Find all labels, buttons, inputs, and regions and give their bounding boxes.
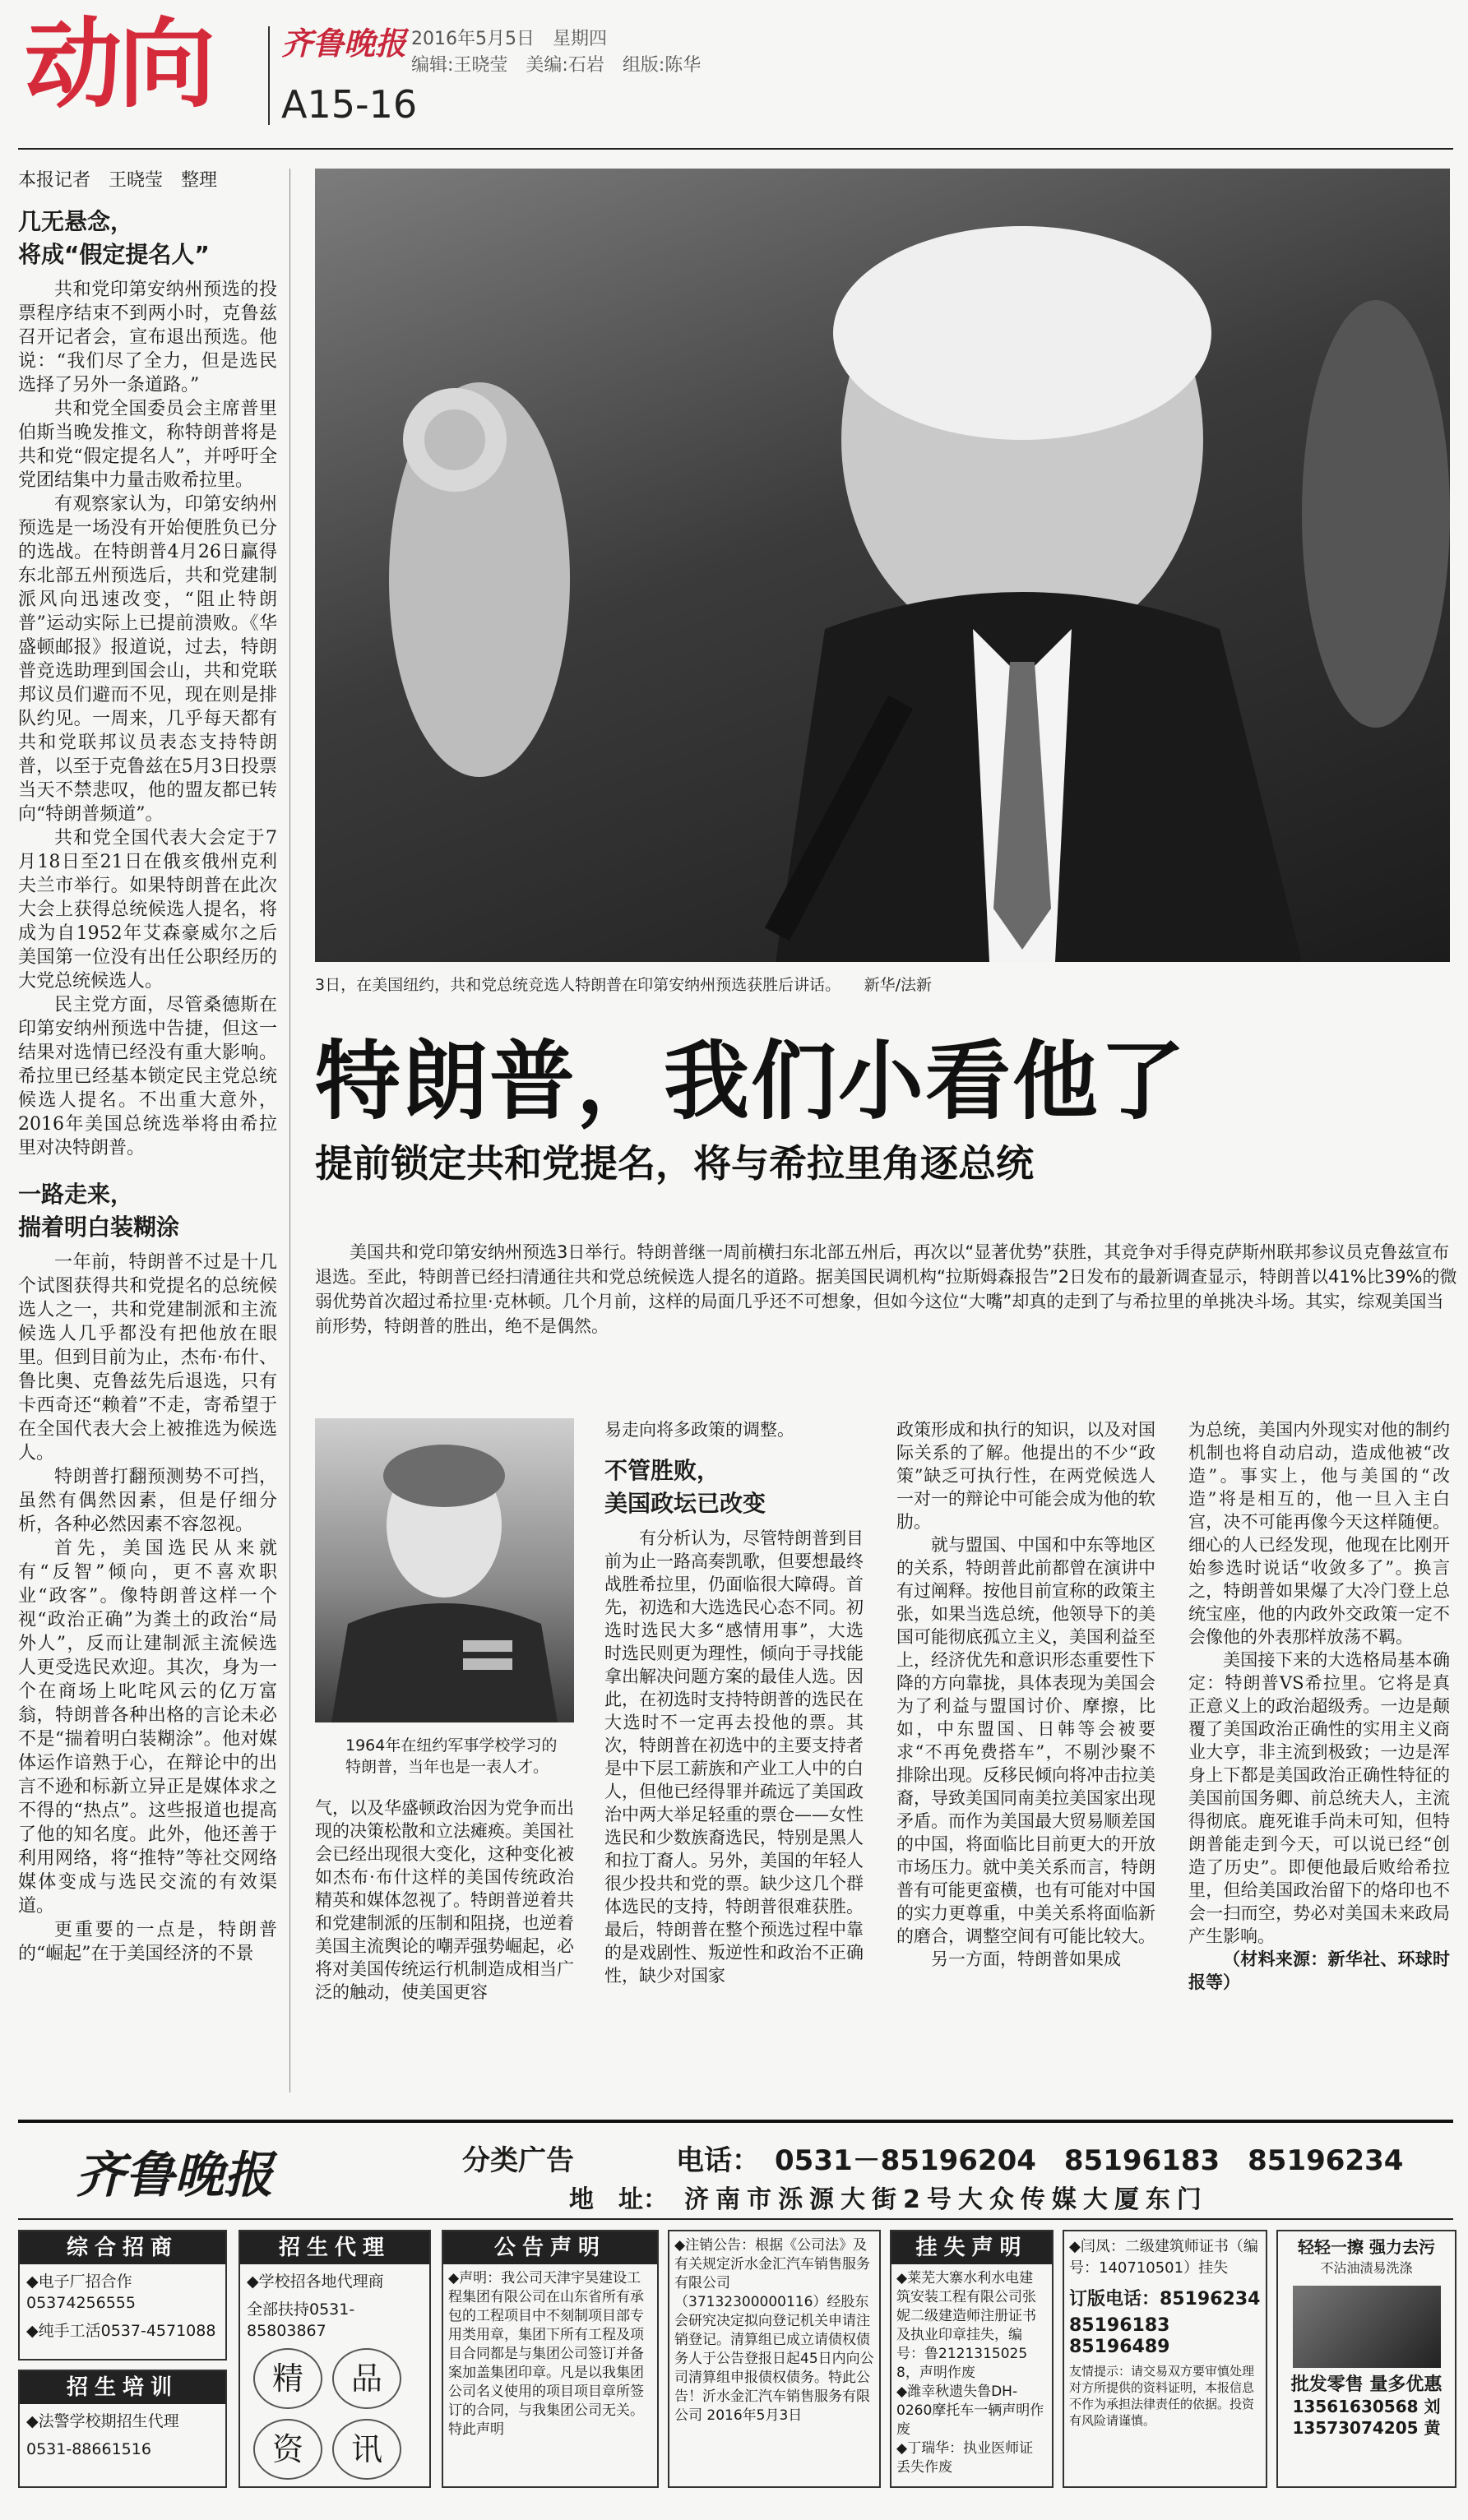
paragraph: 共和党全国委员会主席普里伯斯当晚发推文，称特朗普将是共和党“假定提名人”，并呼吁全党团结集中力量击败希拉里。 [18,399,277,491]
photo-caption: 3日，在美国纽约，共和党总统竞选人特朗普在印第安纳州预选获胜后讲话。 新华/法新 [315,976,932,994]
paragraph: 易走向将多政策的调整。 [604,1420,794,1440]
paragraph: 共和党全国代表大会定于7月18日至21日在俄亥俄州克利夫兰市举行。如果特朗普在此次大会上获得总统候选人提名，将成为自1952年艾森豪威尔之后美国第一位没有出任公职经历的大党总统候选人。 [18,828,277,992]
editors-credit: 编辑:王晓莹 美编:石岩 组版:陈华 [411,55,702,76]
notice-text: ◆注销公告：根据《公司法》及有关规定沂水金汇汽车销售服务有限公司（37132300000116）经股东会研究决定拟向登记机关申请注销登记。清算组已成立请债权债务人于公告登报日起45日内向公司清算组申报债权债务。特此公告！沂水金汇汽车销售服务有限公司 2016年5月3日 [674,2237,874,2424]
ad-box-agent [238,2230,431,2488]
issue-date: 2016年5月5日 星期四 [411,29,607,49]
stamp-char: 品 [332,2348,401,2409]
order-phones: 85196183 85196489 [1069,2315,1188,2357]
notice-text: ◆声明：我公司天津宇昊建设工程集团有限公司在山东省所有承包的工程项目中不刻制项目部专用类用章，集团下所有工程及项目合同都是与集团公司签订并备案加盖集团印章。凡是以我集团公司名义使用的项目项目章所签订的合同，与我集团公司无关。特此声明 [448,2270,644,2438]
paragraph: 另一方面，特朗普如果成 [931,1949,1121,1969]
ad-box-lost [890,2230,1054,2488]
stamp-char: 精 [253,2348,322,2409]
ad-box-notice [442,2230,659,2488]
header-divider [268,26,270,125]
ad-line: 全部扶持0531-85803867 [247,2300,355,2340]
body-column-4 [1188,1418,1450,1994]
disclaimer: 友情提示：请交易双方要审慎处理对方所提供的资料证明，本报信息不作为承担法律责任的依据。投资有风险请谨慎。 [1069,2364,1255,2428]
body-column-3 [896,1418,1155,1971]
sponsor-sale: 批发零售 量多优惠 [1290,2374,1443,2395]
main-photo [315,169,1450,962]
ad-box-sponsor [1276,2230,1456,2488]
stamp-char: 资 [253,2419,322,2480]
paragraph: 有分析认为，尽管特朗普到目前为止一路高奏凯歌，但要想最终战胜希拉里，仍面临很大障碍。首先，初选和大选选民心态不同。初选时选民大多“感情用事”，大选时选民则更为理性，倾向于寻找能拿出解决问题方案的最佳人选。因此，在初选时支持特朗普的选民在大选时不一定再去投他的票。其次，特朗普在初选中的主要支持者是中下层工薪族和产业工人中的白人，但他已经得罪并疏远了美国政治中两大举足轻重的票仓——女性选民和少数族裔选民，特别是黑人和拉丁裔人。另外，美国的年轻人很少投共和党的票。缺少这几个群体选民的支持，特朗普很难获胜。最后，特朗普在整个预选过程中靠的是戏剧性、叛逆性和政治不正确性，缺少对国家 [604,1528,864,1986]
ad-title: 综合招商 [20,2231,225,2264]
ad-title: 招生培训 [20,2371,225,2404]
cadet-portrait-illustration [315,1418,574,1722]
paragraph: 特朗普打翻预测势不可挡，虽然有偶然因素，但是仔细分析，各种必然因素不容忽视。 [18,1467,277,1535]
stamp-char: 讯 [332,2419,401,2480]
headline: 特朗普，我们小看他了 [315,1031,1188,1131]
body-column-2 [604,1418,864,1987]
section-title-2a: 一路走来， [18,1181,134,1208]
stamp-grid [240,2342,429,2486]
paragraph: 气，以及华盛顿政治因为党争而出现的决策松散和立法瘫痪。美国社会已经出现很大变化，这种变化被如杰布·布什这样的美国传统政治精英和媒体忽视了。特朗普逆着共和党建制派的压制和阻挠，也逆着美国主流舆论的嘲弄强势崛起，必将对美国传统运行机制造成相当广泛的触动，使美国更容 [315,1798,574,2002]
paragraph: 就与盟国、中国和中东等地区的关系，特朗普此前都曾在演讲中有过阐释。按他目前宣称的政策主张，如果当选总统，他领导下的美国可能彻底孤立主义，美国利益至上，经济优先和意识形态重要性下降的方向靠拢，具体表现为美国会为了利益与盟国讨价、摩擦，比如，中东盟国、日韩等会被要求“不再免费搭车”，不剔沙聚不排除出现。反移民倾向将冲击拉美裔，导致美国同南美拉美国家出现矛盾。而作为美国最大贸易顺差国的中国，将面临比目前更大的开放市场压力。就中美关系而言，特朗普有可能更蛮横，也有可能对中国的实力更尊重，中美关系将面临新的磨合，调整空间有可能比较大。 [896,1535,1155,1946]
source-credit: （材料来源：新华社、环球时报等） [1188,1949,1450,1992]
subheadline: 提前锁定共和党提名，将与希拉里角逐总统 [315,1141,1034,1186]
address-label: 地 址： [569,2185,668,2214]
ad-box-recruit [18,2230,227,2360]
paragraph: 一年前，特朗普不过是十几个试图获得共和党提名的总统候选人之一，共和党建制派和主流候选人几乎都没有把他放在眼里。但到目前为止，杰布·布什、鲁比奥、克鲁兹先后退选，只有卡西奇还“赖着”不走，寄希望于在全国代表大会上被推选为候选人。 [18,1252,277,1463]
address: 济南市泺源大街2号大众传媒大厦东门 [684,2185,1208,2214]
ad-line: ◆学校招各地代理商 [247,2273,384,2291]
classified-banner [18,2129,1453,2220]
banner-logo: 齐鲁晚报 [76,2147,273,2204]
ad-line: 0531-88661516 [26,2440,151,2458]
speaker-photo-illustration [315,169,1450,962]
newspaper-logo: 齐鲁晚报 [281,25,407,62]
ad-line: ◆纯手工活0537-4571088 [26,2322,216,2340]
banner-title: 分类广告 [462,2144,574,2177]
section-title-1a: 几无悬念， [18,208,134,235]
ad-title: 挂失声明 [891,2231,1052,2264]
ad-box-cancellation [668,2230,881,2488]
left-column [18,169,277,1966]
sponsor-sub: 不沾油渍易洗涤 [1320,2260,1413,2276]
paragraph: 更重要的一点是，特朗普的“崛起”在于美国经济的不景 [18,1920,277,1964]
ad-line: ◆电子厂招合作05374256555 [26,2273,136,2312]
phone-numbers: 0531－85196204 85196183 85196234 [775,2144,1404,2177]
section-title-2b: 揣着明白装糊涂 [18,1214,180,1241]
phone-label: 电话： [676,2144,760,2177]
ad-title: 招生代理 [240,2231,429,2264]
paragraph: 有观察家认为，印第安纳州预选是一场没有开始便胜负已分的选战。在特朗普4月26日赢得东北部五州预选后，共和党建制派风向迅速改变，“阻止特朗普”运动实际上已提前溃败。《华盛顿邮报》报道说，过去，特朗普竞选助理到国会山，共和党联邦议员们避而不见，现在则是排队约见。一周来，几乎每天都有共和党联邦议员表态支持特朗普，以至于克鲁兹在5月3日投票当天不禁悲叹，他的盟友都已转向“特朗普频道”。 [18,494,277,825]
body-column-1 [315,1796,574,2004]
paragraph: 共和党印第安纳州预选的投票程序结束不到两小时，克鲁兹召开记者会，宣布退出预选。他说：“我们尽了全力，但是选民选择了另外一条道路。” [18,280,277,395]
misc-text: ◆闫凤：二级建筑师证书（编号：140710501）挂失 [1069,2238,1258,2277]
inset-photo [315,1418,574,1722]
order-phone: 订版电话：85196234 [1069,2289,1261,2310]
section-title-3b: 美国政坛已改变 [604,1490,766,1517]
ad-line: ◆法警学校期招生代理 [26,2412,179,2430]
lost-text: ◆莱芜大寨水利水电建筑安装工程有限公司张妮二级建造师注册证书及执业印章挂失，编号：鲁2121315025 8，声明作废 ◆潍幸秋遗失鲁DH-0260摩托车一辆声明作废 ◆丁瑞华：执业医师证丢失作废 [896,2270,1044,2476]
page-header [25,7,1460,138]
section-title-1b: 将成“假定提名人” [18,241,210,268]
page-number: A15-16 [281,82,418,127]
sponsor-phone: 13561630568 刘 [1292,2397,1441,2416]
section-name: 动向 [25,7,213,121]
paragraph: 民主党方面，尽管桑德斯在印第安纳州预选中告捷，但这一结果对选情已经没有重大影响。希拉里已经基本锁定民主党总统候选人提名。不出重大意外，2016年美国总统选举将由希拉里对决特朗普。 [18,995,277,1158]
paragraph: 首先，美国选民从来就有“反智”倾向，更不喜欢职业“政客”。像特朗普这样一个视“政治正确”为粪土的政治“局外人”，反而让建制派主流候选人更受选民欢迎。其次，身为一个在商场上叱咤风云的亿万富翁，特朗普各种出格的言论未必不是“揣着明白装糊涂”。他对媒体运作谙熟于心，在辩论中的出言不逊和标新立异正是媒体求之不得的“热点”。这些报道也提高了他的知名度。此外，他还善于利用网络，将“推特”等社交网络媒体变成与选民交流的有效渠道。 [18,1538,277,1917]
paragraph: 美国接下来的大选格局基本确定：特朗普VS希拉里。它将是真正意义上的政治超级秀。一边是颠覆了美国政治正确性的实用主义商业大亨，非主流到极致；一边是浑身上下都是美国政治正确性特征的美国前国务卿、前总统夫人，主流得彻底。鹿死谁手尚未可知，但特朗普能走到今天，可以说已经“创造了历史”。即便他最后败给希拉里，但给美国政治留下的烙印也不会一扫而空，势必对美国未来政局产生影响。 [1188,1650,1450,1946]
paragraph: 为总统，美国内外现实对他的制约机制也将自动启动，造成他被“改造”。事实上，他与美国的“改造”将是相互的，他一旦入主白宫，决不可能再像今天这样随便。细心的人已经发现，他现在比刚开始参选时说话“收敛多了”。换言之，特朗普如果爆了大冷门登上总统宝座，他的内政外交政策一定不会像他的外表那样放荡不羁。 [1188,1420,1450,1647]
paragraph: 政策形成和执行的知识，以及对国际关系的了解。他提出的不少“政策”缺乏可执行性，在两党候选人一对一的辩论中可能会成为他的软肋。 [896,1420,1155,1532]
header-rule [18,148,1453,150]
sponsor-slogan: 轻轻一擦 强力去污 [1298,2237,1435,2257]
column-divider [289,169,290,2092]
classified-section [18,2120,1453,2509]
sponsor-phone: 13573074205 黄 [1292,2418,1441,2438]
inset-caption: 1964年在纽约军事学校学习的特朗普，当年也是一表人才。 [345,1736,558,1776]
lead-paragraph: 美国共和党印第安纳州预选3日举行。特朗普继一周前横扫东北部五州后，再次以“显著优势”获胜，其竞争对手得克萨斯州联邦参议员克鲁兹宣布退选。至此，特朗普已经扫清通往共和党总统候选人提名的道路。据美国民调机构“拉斯姆森报告”2日发布的最新调查显示，特朗普以41%比39%的微弱优势首次超过希拉里·克林顿。几个月前，这样的局面几乎还不可想象，但如今这位“大嘴”却真的走到了与希拉里的单挑决斗场。其实，综观美国当前形势，特朗普的胜出，绝不是偶然。 [315,1242,1457,1336]
byline: 本报记者 王晓莹 整理 [18,170,218,191]
section-title-3a: 不管胜败， [604,1457,720,1484]
ad-box-misc [1063,2230,1267,2488]
ad-box-training [18,2370,227,2488]
ad-title: 公告声明 [443,2231,657,2264]
product-image [1293,2286,1441,2368]
